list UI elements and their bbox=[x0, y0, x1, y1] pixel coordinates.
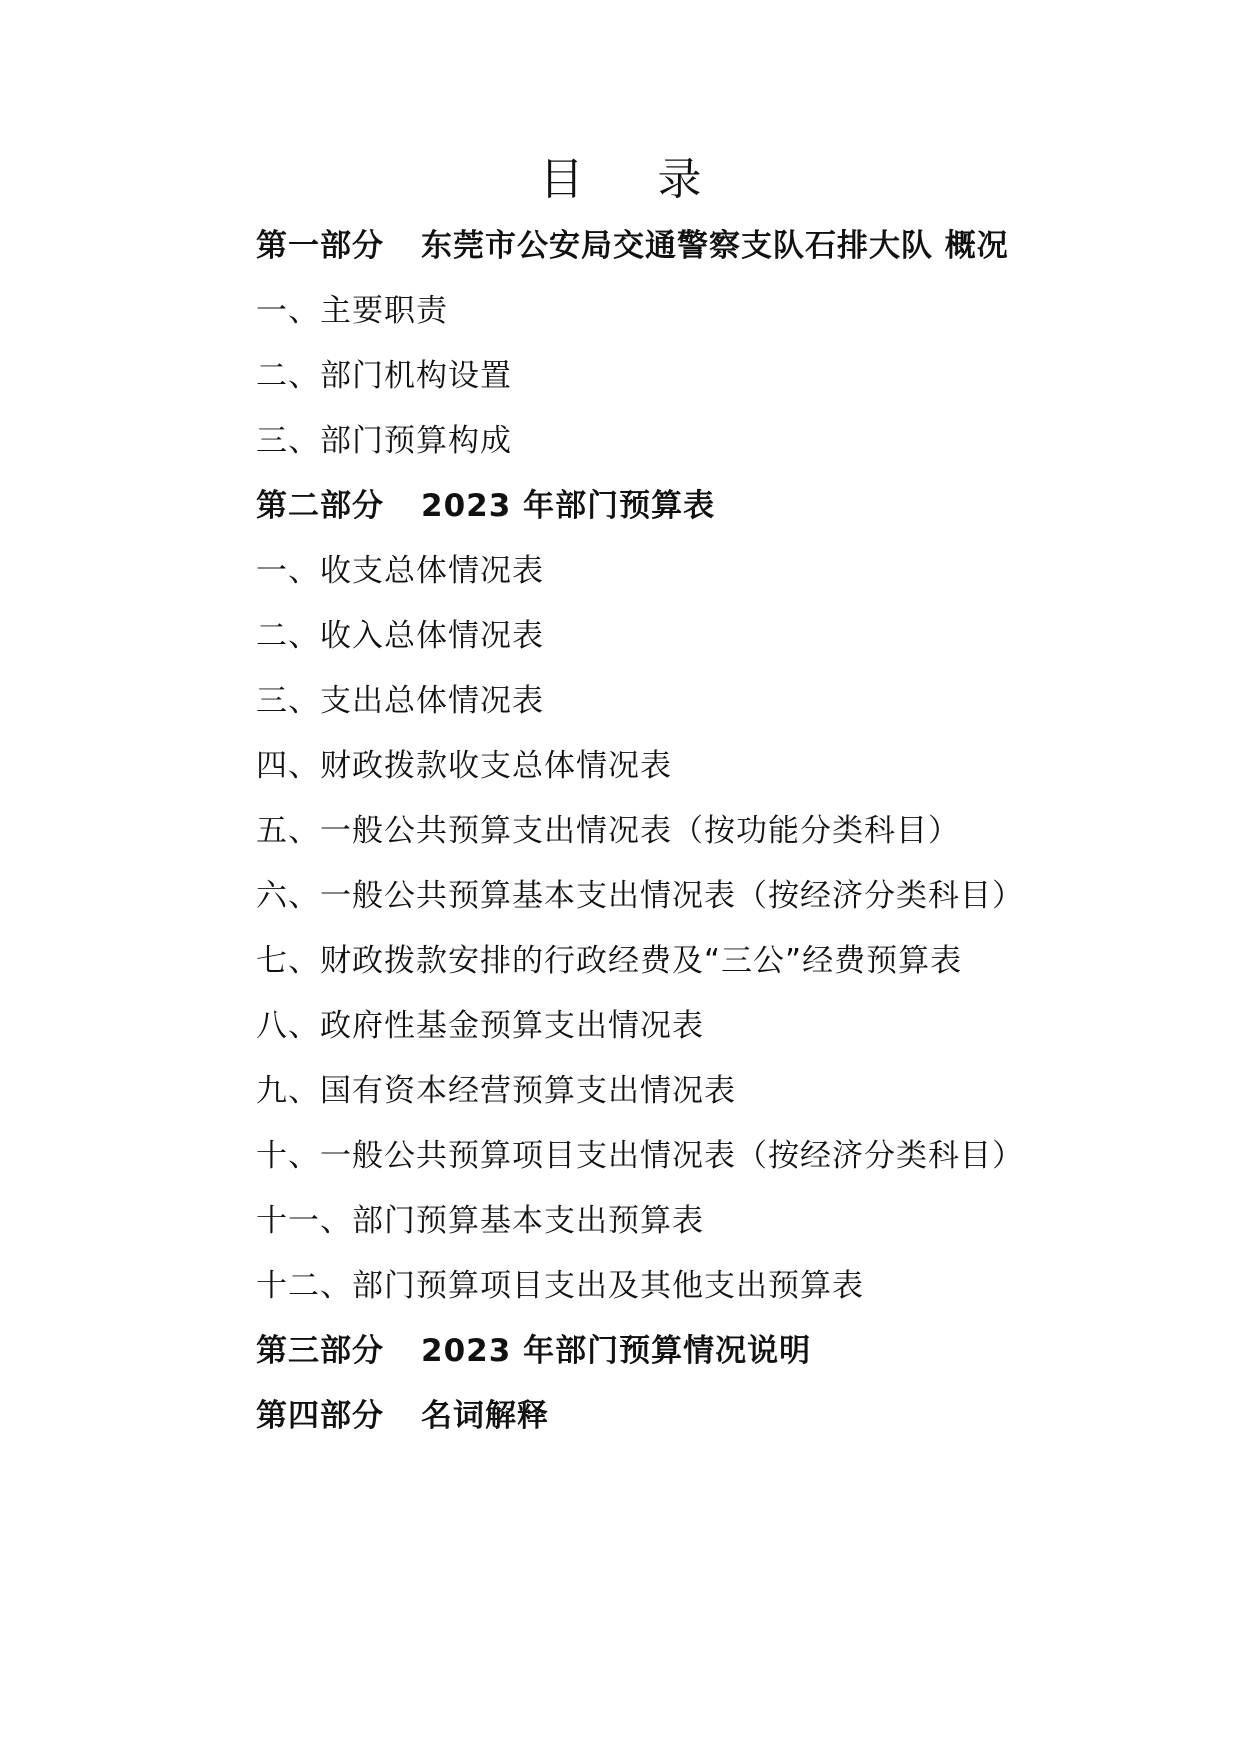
toc-part-3 bbox=[256, 1324, 1156, 1389]
part-title: 东莞市公安局交通警察支队石排大队 概况 bbox=[421, 228, 1009, 264]
toc-part-4 bbox=[256, 1389, 1156, 1454]
toc-item: 一、主要职责 bbox=[256, 293, 448, 329]
part-label: 第三部分 bbox=[256, 1333, 384, 1369]
toc-item: 九、国有资本经营预算支出情况表 bbox=[256, 1073, 736, 1109]
toc-item: 十一、部门预算基本支出预算表 bbox=[256, 1203, 704, 1239]
page-title: 目 录 bbox=[539, 154, 732, 205]
toc-item: 六、一般公共预算基本支出情况表（按经济分类科目） bbox=[256, 878, 1024, 914]
part-label: 第四部分 bbox=[256, 1398, 384, 1434]
toc-part-2 bbox=[256, 479, 1156, 544]
toc-item: 五、一般公共预算支出情况表（按功能分类科目） bbox=[256, 813, 960, 849]
table-of-contents bbox=[256, 219, 1156, 1454]
toc-item: 二、部门机构设置 bbox=[256, 358, 512, 394]
toc-item: 十二、部门预算项目支出及其他支出预算表 bbox=[256, 1268, 864, 1304]
toc-item: 三、支出总体情况表 bbox=[256, 683, 544, 719]
toc-item: 二、收入总体情况表 bbox=[256, 618, 544, 654]
part-title: 名词解释 bbox=[421, 1398, 549, 1434]
part-title: 2023 年部门预算表 bbox=[421, 488, 716, 524]
part-title: 2023 年部门预算情况说明 bbox=[421, 1333, 812, 1369]
toc-item: 一、收支总体情况表 bbox=[256, 553, 544, 589]
part-label: 第一部分 bbox=[256, 228, 384, 264]
toc-item: 七、财政拨款安排的行政经费及“三公”经费预算表 bbox=[256, 943, 963, 979]
part-label: 第二部分 bbox=[256, 488, 384, 524]
toc-item: 四、财政拨款收支总体情况表 bbox=[256, 748, 672, 784]
toc-item: 八、政府性基金预算支出情况表 bbox=[256, 1008, 704, 1044]
toc-item: 十、一般公共预算项目支出情况表（按经济分类科目） bbox=[256, 1138, 1024, 1174]
toc-part-1 bbox=[256, 219, 1156, 284]
toc-item: 三、部门预算构成 bbox=[256, 423, 512, 459]
